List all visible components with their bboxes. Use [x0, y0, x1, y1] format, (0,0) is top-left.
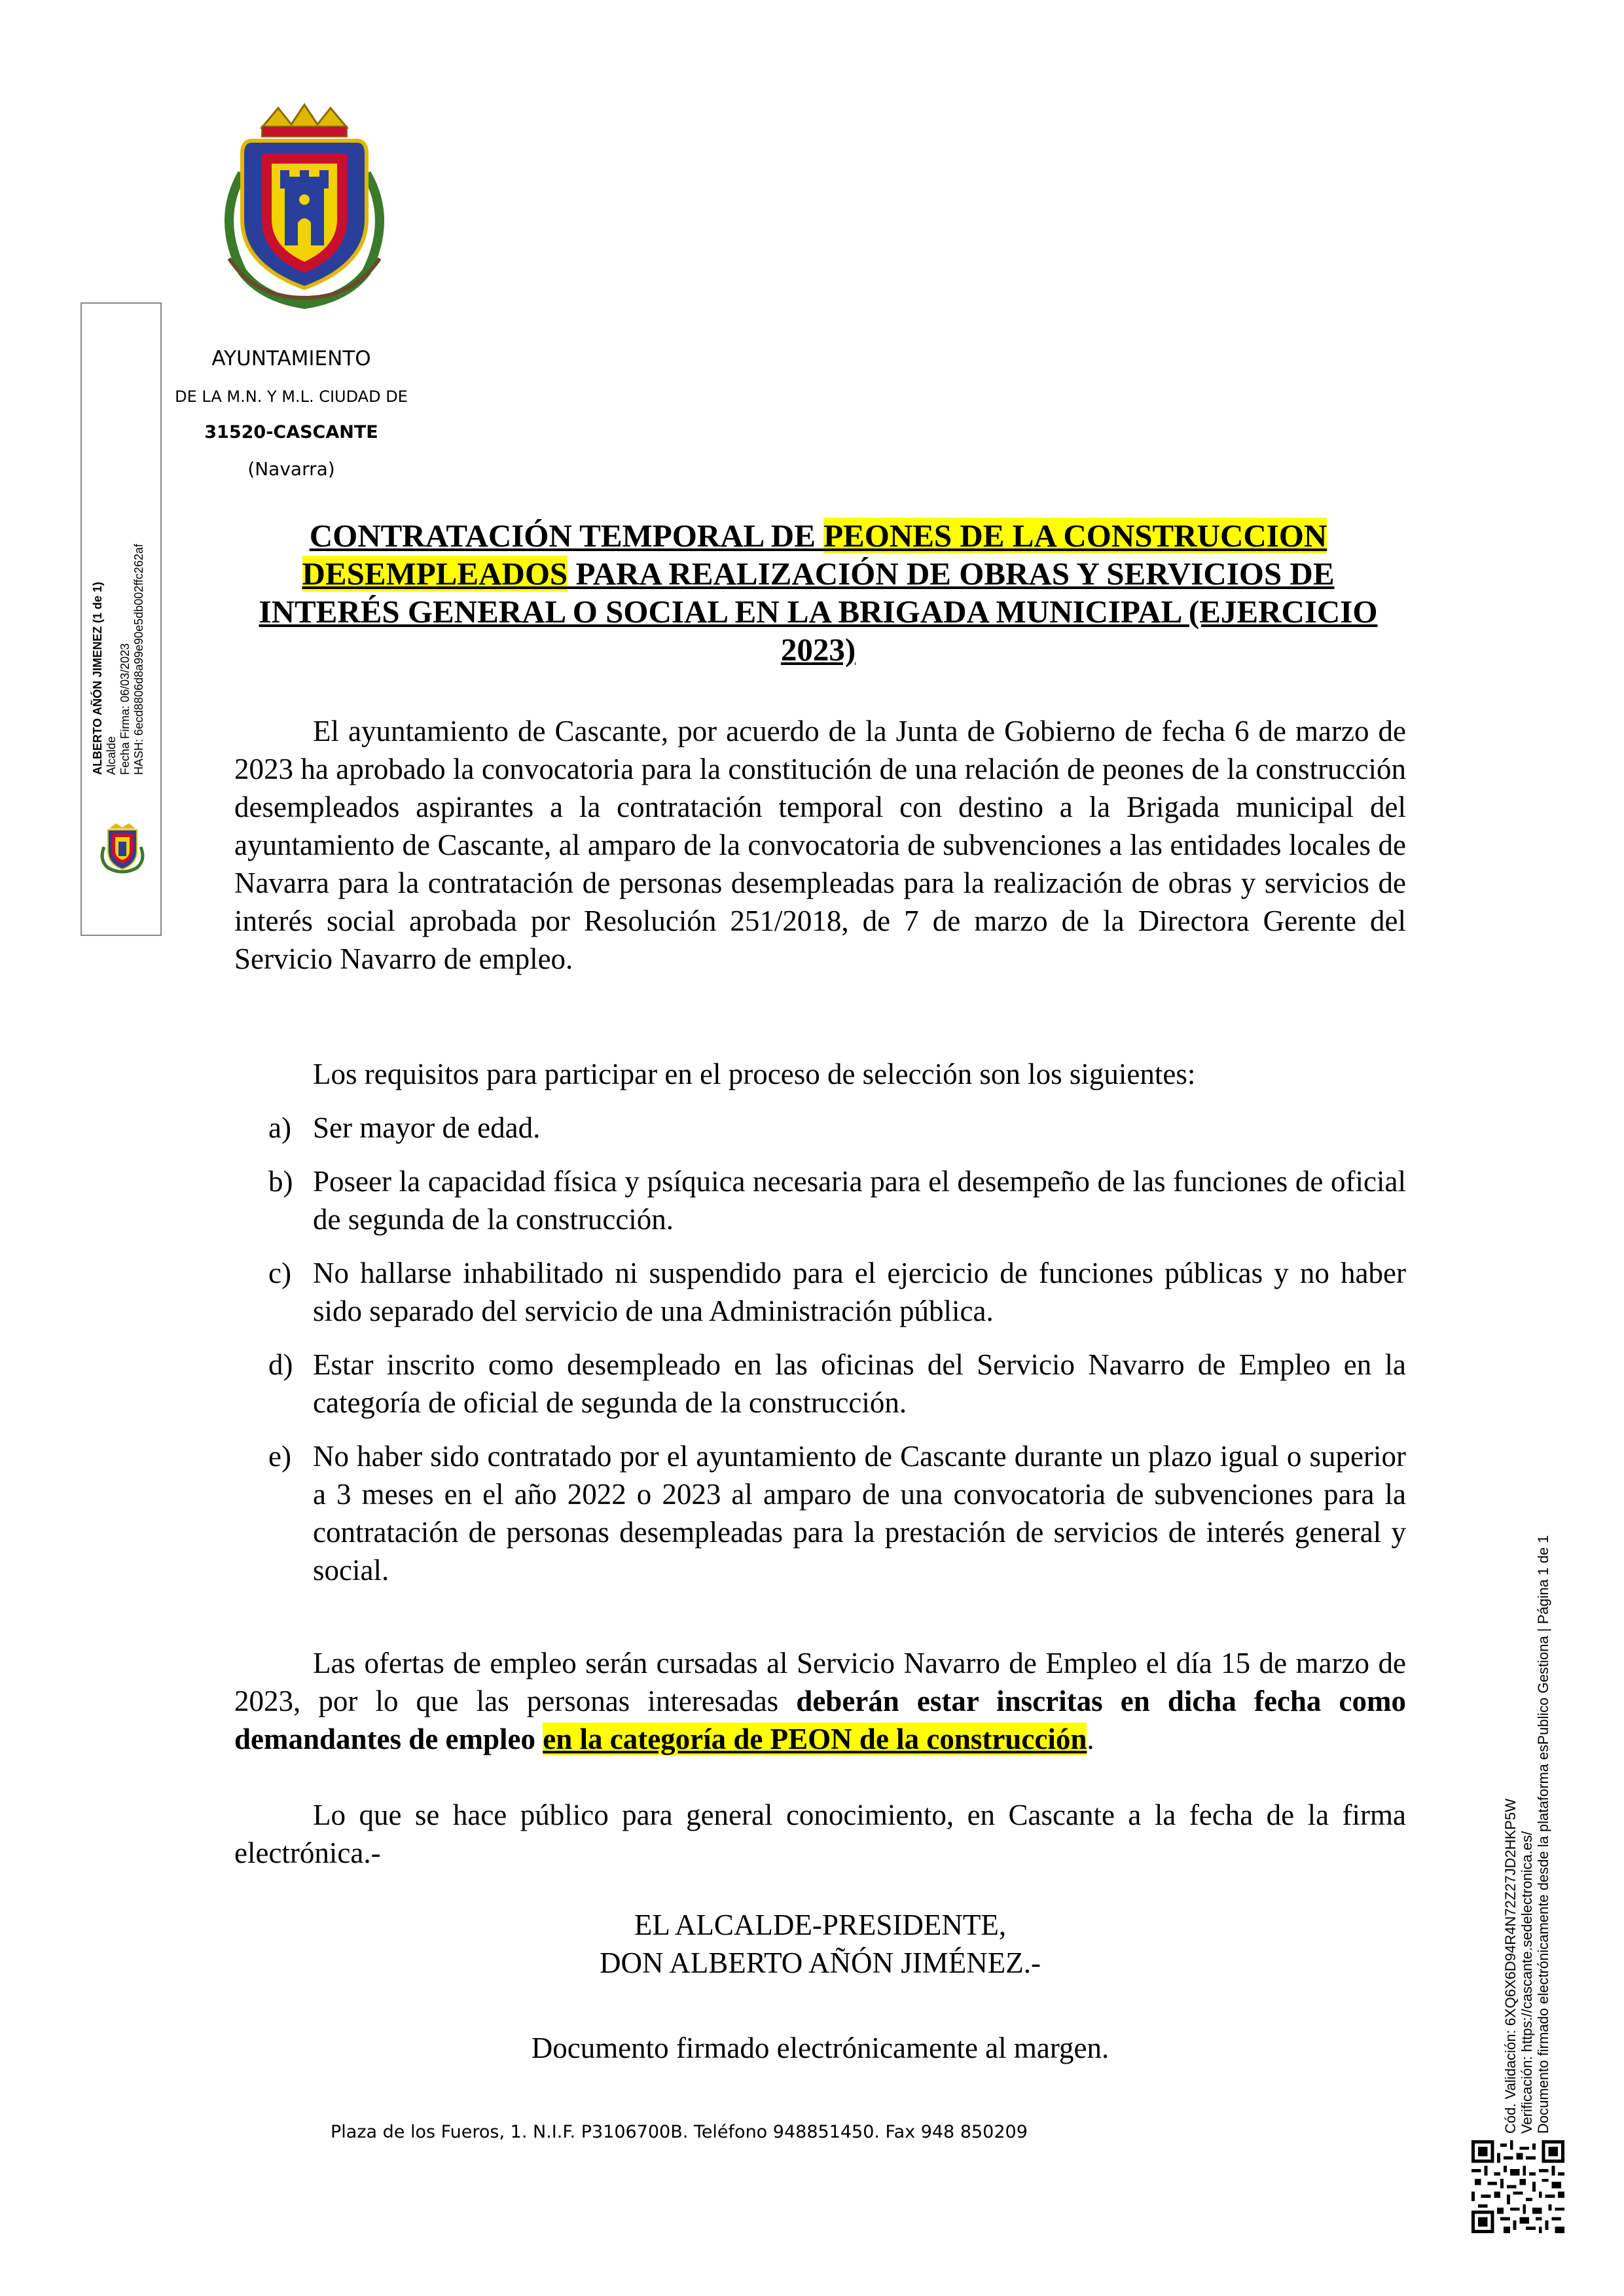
list-item — [268, 1437, 1406, 1589]
signature-stamp — [81, 302, 162, 936]
list-item-label: c) — [268, 1257, 291, 1289]
footer-address: Plaza de los Fueros, 1. N.I.F. P3106700B. Teléfono 948851450. Fax 948 850209 — [331, 2122, 1028, 2142]
title-highlight: PEONES DE LA CONSTRUCCION DESEMPLEADOS — [302, 518, 1327, 592]
signature-title: EL ALCALDE-PRESIDENTE, — [634, 1909, 1007, 1941]
letterhead-line-1: AYUNTAMIENTO — [211, 347, 371, 370]
list-item — [268, 1254, 1406, 1330]
paragraph-1: El ayuntamiento de Cascante, por acuerdo de la Junta de Gobierno de fecha 6 de marzo de 2023 ha aprobado la convocatoria para la constitución de una relación de peones de la construcción desempleados aspirantes a la contratación temporal con destino a la Brigada municipal del ayuntamiento de Cascante, al amparo de la convocatoria de subvenciones a las entidades locales de Navarra para la contratación de personas desempleadas para la realización de obras y servicios de interés social aprobada por Resolución 251/2018, de 7 de marzo de la Directora Gerente del Servicio Navarro de empleo. — [234, 715, 1406, 975]
list-item-text: Estar inscrito como desempleado en las oficinas del Servicio Navarro de Empleo en la categoría de oficial de segunda de la construcción. — [313, 1348, 1406, 1419]
title-part-1: CONTRATACIÓN TEMPORAL DE — [309, 518, 824, 554]
list-item-label: d) — [268, 1348, 293, 1381]
signature-stamp-text — [91, 356, 154, 775]
letterhead-line-2: DE LA M.N. Y M.L. CIUDAD DE — [175, 387, 408, 406]
list-item-label: b) — [268, 1165, 293, 1198]
paragraph-3-highlight: en la categoría de PEON de la construcción — [543, 1723, 1087, 1755]
verification-url[interactable]: Verificación: https://cascante.sedelectronica.es/ — [1519, 1831, 1535, 2134]
list-item-text: Ser mayor de edad. — [313, 1111, 541, 1144]
paragraph-3-end: . — [1087, 1723, 1094, 1755]
paragraph-3-text: Las ofertas de empleo serán cursadas al Servicio Navarro de Empleo el día 15 de marzo de 2023, por lo que las personas interesadas — [234, 1647, 1406, 1717]
document-title — [232, 517, 1404, 669]
list-item-text: No haber sido contratado por el ayuntamiento de Cascante durante un plazo igual o superior a 3 meses en el año 2022 o 2023 al amparo de una convocatoria de subvenciones para la contratación de personas desempleadas para la prestación de servicios de interés general y social. — [313, 1440, 1406, 1587]
paragraph-2: Los requisitos para participar en el proceso de selección son los siguientes: — [313, 1058, 1196, 1090]
verification-note: Documento firmado electrónicamente desde la plataforma esPublico Gestiona | Página 1 de 1 — [1535, 1535, 1551, 2134]
coat-of-arms-icon — [216, 101, 393, 311]
signature-note: Documento firmado electrónicamente al margen. — [531, 2032, 1110, 2064]
signature-hash: HASH: 6ecd8806d8a99e90e5db002ffc262af — [132, 544, 145, 775]
list-item-text: Poseer la capacidad física y psíquica necesaria para el desempeño de las funciones de oficial de segunda de la construcción. — [313, 1165, 1406, 1236]
paragraph-3 — [234, 1644, 1406, 1758]
title-part-2: PARA REALIZACIÓN DE OBRAS Y SERVICIOS DE INTERÉS GENERAL O SOCIAL EN LA BRIGADA MUNICIPAL (EJERCICIO 2023) — [259, 556, 1378, 668]
requirements-list — [268, 1109, 1406, 1605]
list-item-text: No hallarse inhabilitado ni suspendido para el ejercicio de funciones públicas y no haber sido separado del servicio de una Administración pública. — [313, 1257, 1406, 1327]
paragraph-3-bold-text: deberán estar inscritas en dicha fecha como demandantes de empleo — [234, 1685, 1406, 1755]
qr-code-icon[interactable] — [1471, 2140, 1564, 2233]
signer-role: Alcalde — [105, 736, 118, 775]
list-item — [268, 1346, 1406, 1422]
validation-code: Cód. Validación: 6XQ6X6D94R4N72Z27JD2HKP5W — [1502, 1799, 1519, 2134]
signature-date: Fecha Firma: 06/03/2023 — [118, 643, 132, 775]
list-item — [268, 1162, 1406, 1238]
list-item-label: a) — [268, 1111, 291, 1144]
letterhead-line-3: 31520-CASCANTE — [204, 422, 378, 442]
mini-crest-icon — [95, 821, 150, 876]
list-item — [268, 1109, 1406, 1147]
signature-name: DON ALBERTO AÑÓN JIMÉNEZ.- — [600, 1946, 1041, 1979]
signer-name: ALBERTO AÑÓN JIMENEZ (1 de 1) — [91, 581, 104, 775]
list-item-label: e) — [268, 1440, 291, 1473]
paragraph-4: Lo que se hace público para general conocimiento, en Cascante a la fecha de la firma electrónica.- — [234, 1799, 1406, 1869]
letterhead-line-4: (Navarra) — [247, 458, 335, 480]
verification-block — [1502, 1453, 1581, 2134]
